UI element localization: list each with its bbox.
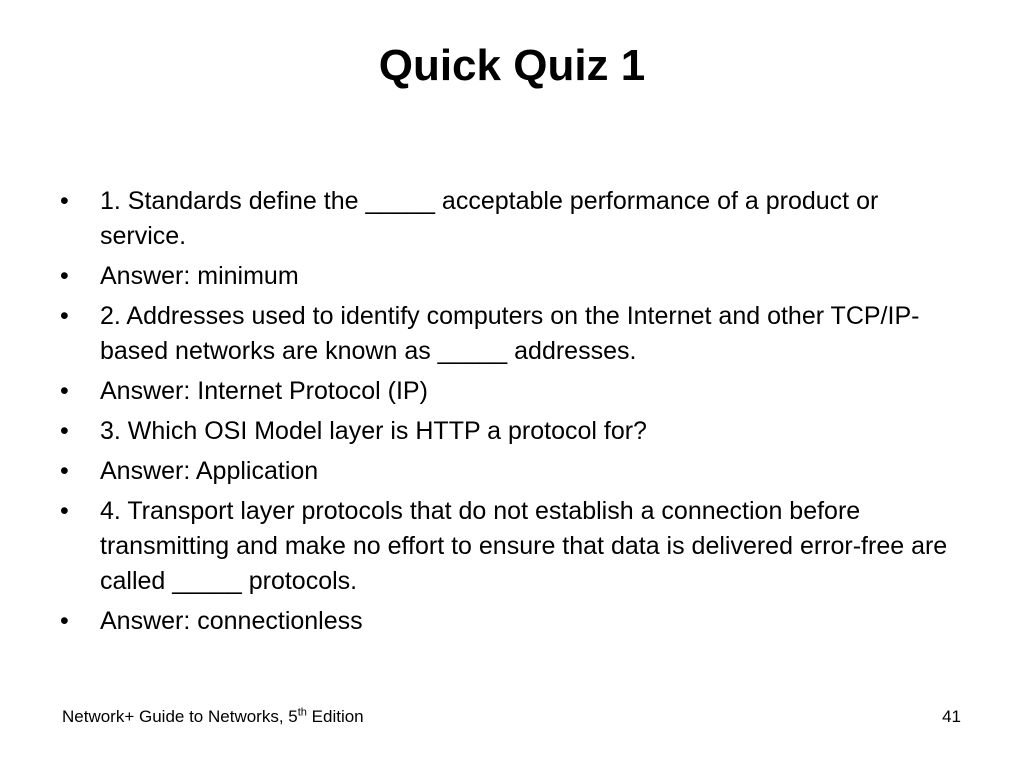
page-number: 41 [942,707,961,726]
bullet-icon: • [60,377,69,405]
answer-2-text: Answer: Internet Protocol (IP) [100,377,428,405]
question-4 [60,494,965,599]
question-1-text: 1. Standards define the _____ acceptable performance of a product or service. [100,187,879,250]
bullet-icon: • [60,187,69,215]
question-3-text: 3. Which OSI Model layer is HTTP a protocol for? [100,417,647,445]
footer-title-main: Network+ Guide to Networks, 5 [62,707,298,726]
footer-book-title [62,705,364,729]
slide-title: Quick Quiz 1 [378,41,646,90]
answer-4-text: Answer: connectionless [100,607,363,635]
bullet-icon: • [60,457,69,485]
answer-3-text: Answer: Application [100,457,319,485]
answer-4 [60,604,965,639]
answer-1-text: Answer: minimum [100,262,299,290]
quiz-bullet-list [60,184,965,644]
bullet-icon: • [60,497,69,525]
question-1 [60,184,965,254]
question-4-text: 4. Transport layer protocols that do not establish a connection before transmitting and make no effort to ensure that data is delivered error-free are called _____ protocols. [100,497,948,595]
answer-2 [60,374,965,409]
answer-1 [60,259,965,294]
bullet-icon: • [60,417,69,445]
bullet-icon: • [60,262,69,290]
bullet-icon: • [60,302,69,330]
footer-title-edition: Edition [306,707,364,726]
answer-3 [60,454,965,489]
question-2 [60,299,965,369]
question-3 [60,414,965,449]
footer-title-superscript: th [297,706,307,719]
question-2-text: 2. Addresses used to identify computers on the Internet and other TCP/IP-based networks are known as _____ addresses. [100,302,920,365]
bullet-icon: • [60,607,69,635]
